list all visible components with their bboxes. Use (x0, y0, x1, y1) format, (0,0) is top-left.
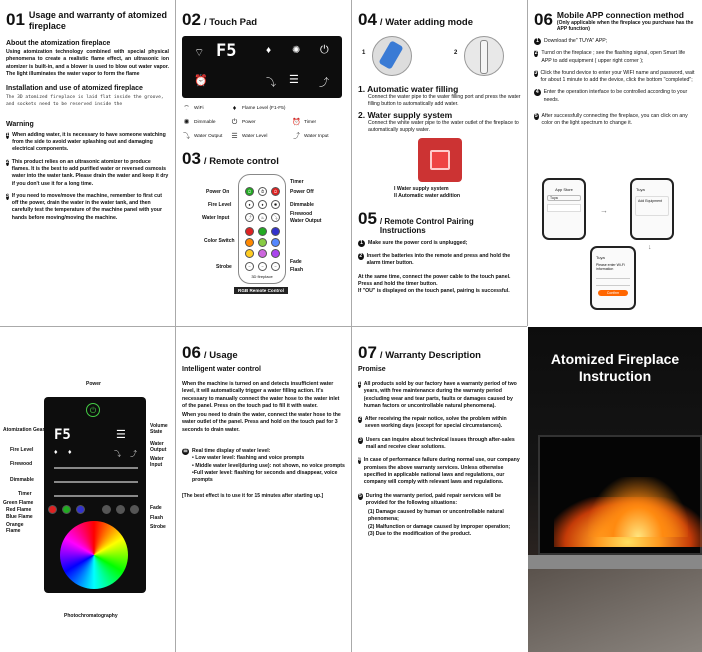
phone-wifi-prompt: Please enter Wi-Fi information (596, 263, 625, 271)
color-pink-button (258, 249, 267, 258)
dimmable-icon: ✺ (183, 119, 190, 126)
label-dimmable: Dimmable (290, 202, 314, 208)
app-step: 4 Enter the operation interface to be controlled according to your needs. (535, 89, 688, 103)
legend-water-level: Water Level (242, 134, 268, 139)
panel-usage-warranty (0, 0, 175, 326)
dimmable-icon: ✺ (292, 45, 301, 56)
pairing-step: If "OU" is displayed on the touch panel, pairing is successful. (358, 288, 510, 295)
label-atomization: Atomization Gear (3, 427, 45, 433)
phone-menu: Add Equipment (635, 196, 669, 216)
label-volume: Volume State (150, 423, 168, 435)
fire-up-button: ♦ (258, 200, 267, 209)
panel-cover (528, 327, 702, 652)
section-title: / Remote control (203, 156, 279, 167)
water-input-icon: ⤴ (293, 133, 300, 140)
warranty-item: 4 In case of performance failure during normal use, our company promises the above warranty services. Unless otherwise specified in applicable national laws and regulations, our company will comply with relevant laws and regulations. (358, 457, 520, 486)
water-level-icon: ☰ (183, 448, 188, 455)
section-number: 06 (182, 343, 201, 362)
label-water-output: Water Output (290, 218, 322, 224)
label-strobe: Strobe (216, 264, 232, 270)
section-number: 03 (182, 149, 201, 168)
water-level-heading: ☰ Real time display of water level: (183, 448, 271, 455)
color-lightblue-button (271, 238, 280, 247)
label-fade: Fade (150, 505, 162, 511)
remote-caption: RGB Remote Control (234, 287, 288, 294)
section-number: 04 (358, 10, 377, 29)
about-heading: About the atomization fireplace (6, 40, 111, 47)
label-firewood: Firewood (10, 461, 33, 467)
fire-down-button: ♦ (245, 200, 254, 209)
confirm-button: Confirm (598, 290, 628, 296)
section-title: / Water adding mode (379, 17, 473, 28)
legend-water-input: Water Input (304, 134, 329, 139)
water-input-icon: ⤴ (319, 78, 329, 89)
warning-item: 3 If you need to move/move the machine, remember to first cut off the power, drain the water in the water tank, and then carefully test the temperature of the machine panel with your hands before moving/moving the machine. (6, 192, 162, 221)
flame-icon: ♦ (266, 45, 272, 56)
flame-icon: ♦ (232, 105, 237, 112)
label-timer: Timer (290, 179, 304, 185)
green-button (62, 505, 71, 514)
switch-image (418, 138, 462, 182)
label-dimmable: Dimmable (10, 477, 34, 483)
power-icon: ⏻ (320, 44, 329, 56)
control-panel-image (44, 397, 146, 593)
section-number: 05 (358, 208, 377, 228)
mode-1-text: Connect the water pipe to the water filling port and press the water filling button to automatically add water. (368, 94, 521, 108)
switch-label-1: I Water supply system (394, 186, 449, 193)
strobe-button (130, 505, 139, 514)
blue-button (76, 505, 85, 514)
warranty-subitem: (3) Due to the modification of the product. (368, 531, 472, 538)
section-title: Mobile APP connection method (556, 10, 684, 20)
label-orange-flame: Orange Flame (6, 522, 24, 534)
water-level-icon: ☰ (289, 74, 299, 86)
timer-icon: ⏰ (194, 75, 208, 87)
arrow-icon: → (600, 206, 608, 215)
phone-wifi (590, 246, 636, 310)
color-green-button (258, 227, 267, 236)
water-output-icon: ⤵ (266, 78, 276, 89)
app-step: 3 Click the found device to enter your WIFI name and password, wait for about 1 minute to add the device, click the bottom "completed"; (534, 69, 695, 84)
label-strobe: Strobe (150, 524, 166, 530)
touch-pad-legend (182, 104, 345, 141)
arrow-down-icon: ↓ (648, 244, 652, 251)
app-step: 5 After successfully connecting the fireplace, you can click on any color on the light spectrum to change it. (534, 113, 688, 127)
promise-heading: Promise (358, 366, 386, 373)
timer-button: ⏱ (258, 187, 267, 196)
power-off-button: ⏻ (271, 187, 280, 196)
warranty-item: 5 During the warranty period, paid repair services will be provided for the following situations: (358, 492, 501, 506)
panel-water-adding (352, 0, 527, 326)
color-orange-button (245, 238, 254, 247)
water-level-icon: ☰ (231, 133, 238, 140)
power-icon: ⏻ (231, 119, 238, 126)
legend-wifi: WiFi (194, 106, 204, 111)
legend-power: Power (242, 120, 256, 125)
firewood-button: ♨ (258, 213, 267, 222)
color-purple-button (271, 249, 280, 258)
section-title: / Warranty Description (379, 350, 481, 361)
section-title: / Touch Pad (203, 17, 258, 28)
panel-usage (176, 327, 351, 652)
water-input-button: ⤴ (245, 213, 254, 222)
red-button (48, 505, 57, 514)
power-icon: ⏻ (86, 403, 100, 417)
app-step: 2 Turnd on the fireplace ; see the flashing signal, open Smart life APP to add equipment ( upper right corner ); (534, 50, 686, 64)
usage-text-1: When the machine is turned on and detects insufficient water level, it will automatically trigger a water filling action. It's necessary to manually connect the water hose to the water inlet of the panel. Press on the touch pad to fill it with water. (182, 381, 340, 409)
switch-label-2: II Automatic water addition (394, 193, 461, 200)
flame-image (588, 477, 688, 537)
panel-warranty (352, 327, 527, 652)
pairing-step: 1 Make sure the power cord is unplugged; (358, 240, 521, 247)
mode-2-title: 2. Water supply system (358, 109, 453, 120)
color-blue-button (271, 227, 280, 236)
power-on-button: ⏻ (245, 187, 254, 196)
section-title: Usage and warranty of atomized fireplace (28, 10, 167, 31)
section-number: 02 (182, 10, 201, 29)
panel-touch-pad (176, 0, 351, 326)
label-fire-level: Fire Level (10, 447, 34, 453)
mode-2-text: Connect the white water pipe to the water outlet of the fireplace to automatically supply water. (368, 119, 519, 133)
legend-timer: Timer (304, 120, 317, 125)
water-input-icon: ⤴ (130, 451, 137, 458)
water-level-middle: • Middle water level(during use): not shown, no voice prompts (192, 462, 345, 469)
phone-search: Tuya (547, 195, 581, 201)
warranty-item: 1 All products sold by our factory have a warranty period of two years, with free maintenance during the warranty period (excluding wear and tear parts, faults or damages caused by human factors or uncontrollable natural phenomena). (358, 381, 517, 409)
floor (528, 569, 702, 652)
install-text: The 3D atomized fireplace is laid flat inside the groove, and sockets need to be reserved inside the (6, 95, 164, 108)
phone-title: App Store (555, 187, 573, 192)
label-flash: Flash (290, 267, 304, 273)
section-title: / Usage (203, 350, 238, 361)
label-fire-level: Fire Level (208, 202, 232, 208)
timer-slider (54, 495, 138, 497)
label-power: Power (86, 381, 102, 387)
flame-icon: ♦ (68, 449, 72, 456)
label-green-flame: Green Flame (3, 500, 34, 506)
color-yellow-button (245, 249, 254, 258)
warning-item: 1 When adding water, it is necessary to have someone watching from the side to avoid water splashing out and damaging electrical components. (6, 131, 166, 153)
water-mode-illustration: 1 2 (358, 34, 521, 82)
warning-heading: Warning (6, 120, 34, 128)
color-lime-button (258, 238, 267, 247)
label-red-flame: Red Flame (6, 507, 32, 513)
label-timer: Timer (18, 491, 32, 497)
label-water-input: Water Input (150, 456, 164, 468)
legend-dimmable: Dimmable (194, 120, 216, 125)
warranty-subitem: (1) Damage caused by human or uncontrollable natural phenomena; (368, 509, 504, 523)
fade-button (102, 505, 111, 514)
install-heading: Installation and use of atomized fireplace (6, 85, 143, 93)
section-number: 01 (6, 10, 25, 29)
warranty-item: 2 After receiving the repair notice, solve the problem within seven working days (except for special circumstances). (358, 416, 507, 430)
label-photochromatography: Photochromatography (64, 613, 118, 619)
wifi-icon: ⌔ (183, 105, 190, 112)
strobe-button: ~ (245, 262, 254, 271)
label-fade: Fade (290, 259, 302, 265)
water-level-low: • Low water level: flashing and voice prompts (192, 455, 305, 462)
legend-flame-level: Flame Level (F1-F5) (242, 106, 286, 111)
flash-button: ~ (271, 262, 280, 271)
warranty-subitem: (2) Malfunction or damage caused by improper operation; (368, 523, 511, 530)
best-effect-note: [The best effect is to use it for 15 minutes after starting up.] (182, 492, 324, 499)
legend-water-output: Water Output (194, 134, 223, 139)
panel-control-panel (0, 327, 175, 652)
fade-button: ~ (258, 262, 267, 271)
firewood-slider (54, 467, 138, 469)
water-output-icon: ⤵ (183, 133, 190, 140)
dimmable-button: ✺ (271, 200, 280, 209)
label-color-switch: Color Switch (204, 238, 235, 244)
panel-mobile-app (528, 0, 702, 326)
warning-item: 2 This product relies on an ultrasonic atomizer to produce flames. It is the best to add purified water or reversed osmosis water into the water tank. Please drain the water and keep it dry if you don't use it for a long time. (6, 158, 169, 187)
label-power-on: Power On (206, 189, 230, 195)
flame-level-display: F5 (216, 41, 237, 61)
phone-app-store (542, 178, 586, 240)
about-text: Using atomization technology combined with special physical phenomena to create a realistic flame effect, an ultrasonic ion atomizer is built-in, and a blower is used to blow out water vapor. The light illuminates the water vapor to form the flame (6, 49, 169, 77)
warranty-item: 3 Users can inquire about technical issues through after-sales mail and receive clear solutions. (358, 436, 515, 451)
usage-text-2: When you need to drain the water, connect the water hose to the water outlet of the panel. Press and hold on the touch pad for 3 seconds to drain water. (182, 412, 341, 433)
label-blue-flame: Blue Flame (6, 514, 33, 520)
water-level-icon: ☰ (116, 429, 126, 441)
dimmable-slider (54, 481, 138, 483)
section-number: 07 (358, 343, 377, 362)
app-step: 1 Download the" TUYA" APP; (534, 38, 696, 45)
label-flash: Flash (150, 515, 164, 521)
label-power-off: Power Off (290, 189, 314, 195)
remote-brand: 3D fireplace (251, 274, 273, 279)
color-red-button (245, 227, 254, 236)
water-output-button: ⤵ (271, 213, 280, 222)
app-note: (Only applicable when the fireplace you purchase has the APP function) (556, 20, 694, 32)
pairing-step: At the same time, connect the power cable to the touch panel. Press and hold the timer button. (358, 273, 511, 287)
water-output-icon: ⤵ (114, 451, 121, 458)
water-level-full: •Full water level: flashing for seconds and disappear, voice prompts (192, 469, 338, 484)
fireplace-ledge (528, 555, 702, 569)
flash-button (116, 505, 125, 514)
usage-subtitle: Intelligent water control (182, 366, 261, 373)
section-title: / Remote Control Pairing Instructions (379, 216, 474, 235)
label-water-output: Water Output (150, 441, 167, 453)
remote-diagram (182, 171, 345, 301)
label-firewood: Firewood (290, 211, 313, 217)
phone-title: Tuya (636, 187, 645, 192)
wifi-icon: ⌔ (194, 47, 205, 59)
touch-pad-image (182, 36, 342, 98)
section-number: 06 (534, 10, 553, 29)
mode-1-title: 1. Automatic water filling (358, 84, 459, 94)
phone-add-device (630, 178, 674, 240)
color-wheel (60, 521, 128, 589)
phone-title: Tuya (596, 255, 605, 260)
label-water-input: Water Input (202, 215, 230, 221)
cover-title: Atomized Fireplace Instruction (550, 351, 680, 384)
pairing-step: 2 Insert the batteries into the remote and press and hold the alarm timer button. (359, 253, 511, 267)
flame-icon: ♦ (54, 449, 58, 456)
timer-icon: ⏰ (292, 119, 301, 126)
display: F5 (54, 427, 71, 443)
